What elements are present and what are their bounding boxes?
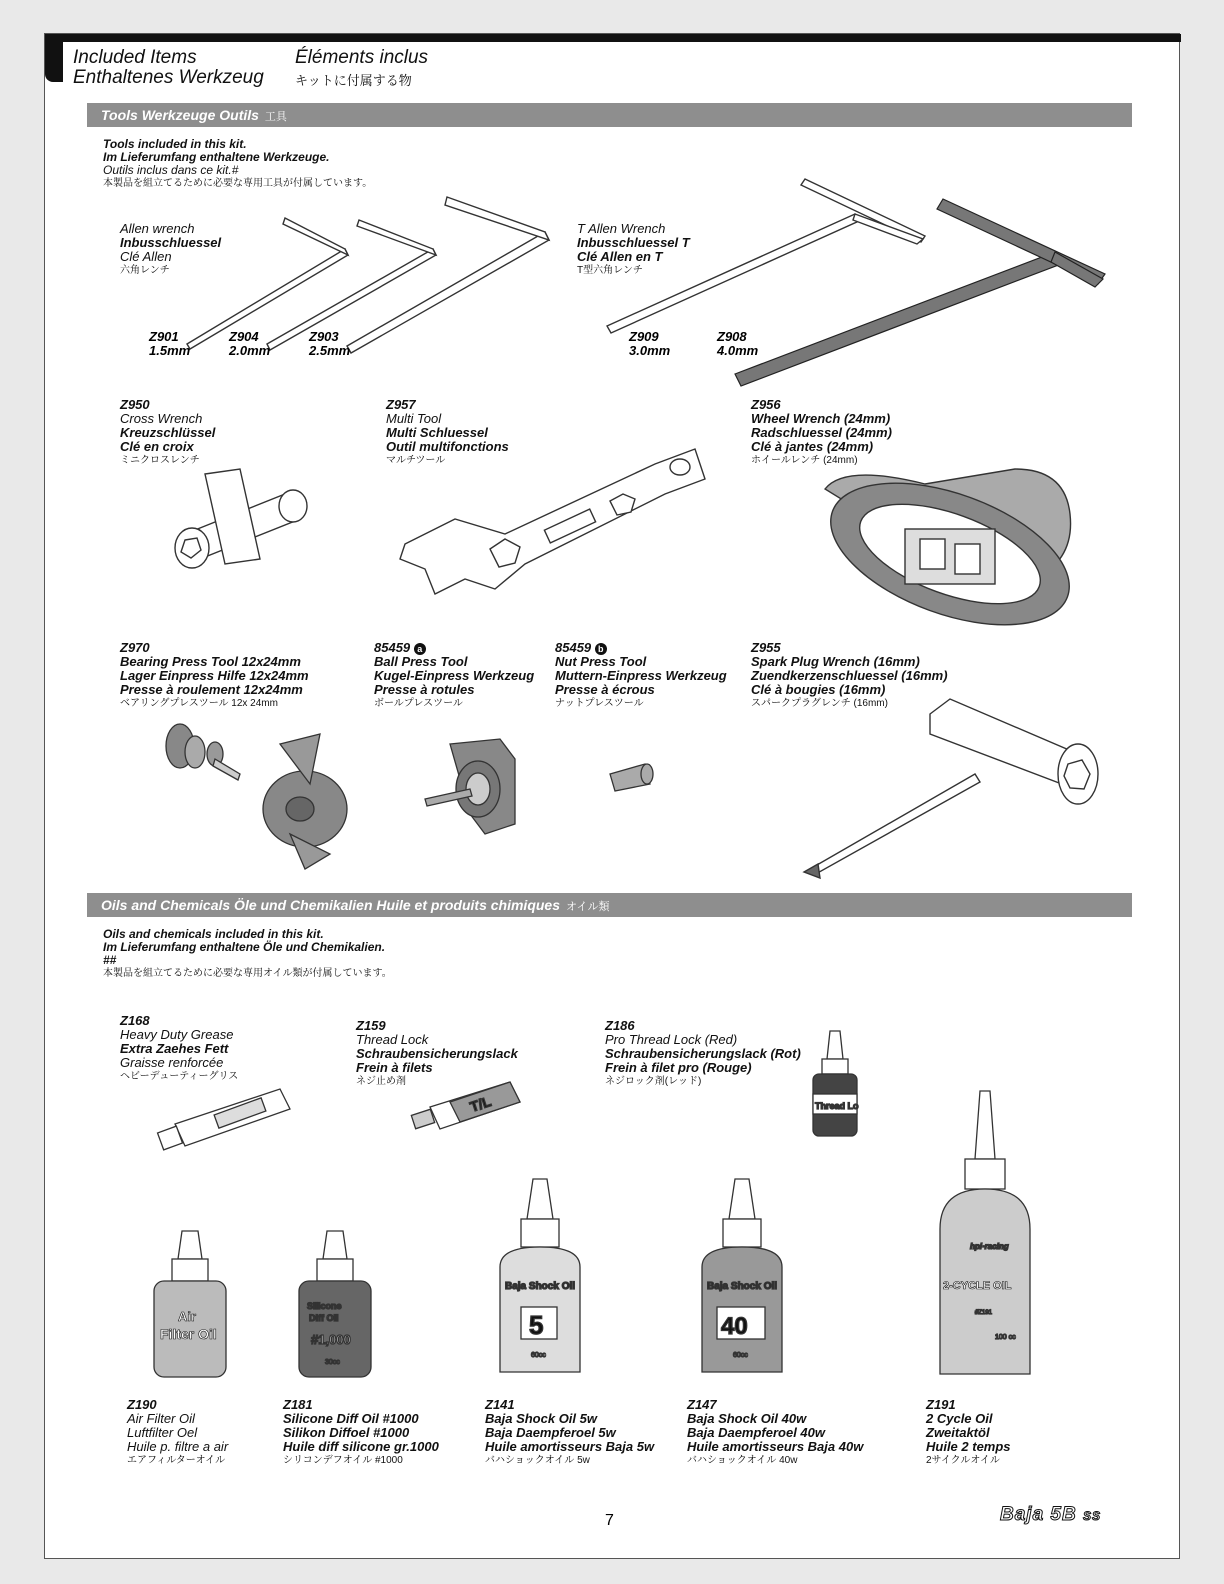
title-ja: キットに付属する物: [295, 73, 412, 88]
allen-ja: 六角レンチ: [120, 265, 170, 276]
2-cycle-bottle-brand: hpi·racing: [970, 1242, 1009, 1251]
ball-press-tool-illustration: [420, 734, 540, 844]
z181-ja: シリコンデフオイル #1000: [283, 1455, 403, 1466]
pro-thread-lock-bottle-illustration: [805, 1029, 865, 1139]
z970-label: [120, 641, 309, 711]
z181-code: Z181: [283, 1397, 313, 1412]
z190-fr: Huile p. filtre a air: [127, 1439, 229, 1454]
header-tab: [45, 42, 63, 82]
z141-de: Baja Daempferoel 5w: [485, 1425, 616, 1440]
baja-shock-oil-5w-bottle-illustration: [495, 1177, 585, 1377]
z147-code: Z147: [687, 1397, 717, 1412]
tallen-fr: Clé Allen en T: [577, 249, 663, 264]
allen-item-1-code: Z901: [149, 329, 179, 344]
oils-bar-title-ja: オイル類: [566, 901, 610, 913]
multi-tool-illustration: [395, 439, 715, 609]
diff-oil-bottle-volume: 30cc: [325, 1359, 340, 1366]
z955-de: Zuendkerzenschluessel (16mm): [751, 668, 948, 683]
z970-code: Z970: [120, 640, 150, 655]
z147-en: Baja Shock Oil 40w: [687, 1411, 807, 1426]
z141-en: Baja Shock Oil 5w: [485, 1411, 597, 1426]
z955-code: Z955: [751, 640, 781, 655]
manual-page: [44, 33, 1180, 1559]
tools-bar-title: Tools Werkzeuge Outils: [101, 107, 259, 123]
z970-fr: Presse à roulement 12x24mm: [120, 682, 303, 697]
z957-fr: Outil multifonctions: [386, 439, 509, 454]
tallen-item-2-code: Z908: [717, 329, 747, 344]
z159-en: Thread Lock: [356, 1032, 429, 1047]
2-cycle-bottle-volume: 100 cc: [995, 1334, 1016, 1341]
z190-label: [127, 1398, 228, 1468]
85459a-label: [374, 641, 534, 711]
z950-label: [120, 398, 215, 468]
t-allen-wrench-illustration: [605, 174, 1115, 384]
z147-label: [687, 1398, 863, 1468]
z956-en: Wheel Wrench (24mm): [751, 411, 891, 426]
z190-de: Luftfilter Oel: [127, 1425, 198, 1440]
z159-de: Schraubensicherungslack: [356, 1046, 518, 1061]
z190-en: Air Filter Oil: [127, 1411, 195, 1426]
85459a-de: Kugel-Einpress Werkzeug: [374, 668, 535, 683]
allen-item-2-code: Z904: [229, 329, 259, 344]
85459b-ja: ナットプレスツール: [555, 698, 644, 709]
z191-label: [926, 1398, 1011, 1468]
allen-en: Allen wrench: [120, 221, 195, 236]
tools-section-bar: [87, 103, 1132, 127]
allen-item-1-size: 1.5mm: [149, 343, 191, 358]
air-filter-bottle-text-1: Air: [178, 1309, 197, 1324]
z147-ja: バハショックオイル 40w: [687, 1455, 798, 1466]
85459b-en: Nut Press Tool: [555, 654, 647, 669]
tallen-ja: T型六角レンチ: [577, 265, 643, 276]
z956-fr: Clé à jantes (24mm): [751, 439, 874, 454]
tools-intro-ja: 本製品を組立てるために必要な専用工具が付属しています。: [103, 178, 373, 189]
z970-en: Bearing Press Tool 12x24mm: [120, 654, 301, 669]
85459a-mark: a: [414, 643, 426, 655]
oils-intro-fr: ##: [103, 953, 117, 967]
z956-ja: ホイールレンチ (24mm): [751, 455, 858, 466]
2-cycle-oil-bottle-illustration: [935, 1089, 1035, 1379]
z190-ja: エアフィルターオイル: [127, 1455, 226, 1466]
z186-de: Schraubensicherungslack (Rot): [605, 1046, 801, 1061]
logo-main: Baja 5B: [1000, 1504, 1077, 1525]
z181-de: Silikon Diffoel #1000: [283, 1425, 410, 1440]
oils-intro-en: Oils and chemicals included in this kit.: [103, 927, 324, 941]
tallen-item-1-size: 3.0mm: [629, 343, 671, 358]
allen-de: Inbusschluessel: [120, 235, 222, 250]
85459b-code: 85459: [555, 640, 592, 655]
z159-fr: Frein à filets: [356, 1060, 433, 1075]
page-number: 7: [605, 1512, 614, 1529]
wheel-wrench-illustration: [815, 459, 1085, 629]
2-cycle-bottle-text: 2-CYCLE OIL: [943, 1280, 1012, 1292]
diff-oil-bottle-number: #1,000: [311, 1332, 351, 1347]
oils-section-bar: [87, 893, 1132, 917]
grease-tube-illustration: [155, 1084, 305, 1159]
allen-item-1: [149, 330, 190, 358]
z191-fr: Huile 2 temps: [926, 1439, 1011, 1454]
z191-de: Zweitaktöl: [926, 1425, 990, 1440]
z186-ja: ネジロック剤(レッド): [605, 1076, 702, 1087]
spark-plug-wrench-illustration: [800, 694, 1100, 894]
z159-ja: ネジ止め剤: [356, 1076, 406, 1087]
z950-ja: ミニクロスレンチ: [120, 455, 200, 466]
z186-code: Z186: [605, 1018, 635, 1033]
nut-press-tool-illustration: [605, 759, 665, 799]
shock-40w-bottle-number: 40: [721, 1313, 748, 1340]
85459a-code: 85459: [374, 640, 411, 655]
baja-shock-oil-40w-bottle-illustration: [697, 1177, 787, 1377]
cross-wrench-illustration: [165, 464, 325, 584]
silicone-diff-oil-bottle-illustration: [295, 1229, 375, 1379]
z955-en: Spark Plug Wrench (16mm): [751, 654, 920, 669]
air-filter-oil-bottle-illustration: [150, 1229, 230, 1379]
z141-code: Z141: [485, 1397, 515, 1412]
allen-fr: Clé Allen: [120, 249, 172, 264]
z168-de: Extra Zaehes Fett: [120, 1041, 229, 1056]
z191-code: Z191: [926, 1397, 956, 1412]
z191-ja: 2サイクルオイル: [926, 1455, 1000, 1466]
shock-5w-bottle-number: 5: [529, 1310, 544, 1340]
shock-40w-bottle-volume: 60cc: [733, 1352, 748, 1359]
85459b-label: [555, 641, 727, 711]
85459a-ja: ボールプレスツール: [374, 698, 463, 709]
z147-fr: Huile amortisseurs Baja 40w: [687, 1439, 864, 1454]
title-de: Enthaltenes Werkzeug: [73, 67, 264, 88]
diff-oil-bottle-text-2: Diff Oil: [309, 1313, 339, 1323]
air-filter-bottle-text-2: Filter Oil: [160, 1326, 217, 1342]
z956-de: Radschluessel (24mm): [751, 425, 892, 440]
oils-intro: [103, 928, 392, 980]
z186-en: Pro Thread Lock (Red): [605, 1032, 738, 1047]
z141-label: [485, 1398, 654, 1468]
z181-en: Silicone Diff Oil #1000: [283, 1411, 419, 1426]
z957-en: Multi Tool: [386, 411, 442, 426]
allen-item-2-size: 2.0mm: [229, 343, 271, 358]
shock-5w-bottle-volume: 60cc: [531, 1352, 546, 1359]
pro-thread-lock-bottle-text: Thread Lo: [815, 1101, 859, 1111]
z950-code: Z950: [120, 397, 150, 412]
z159-code: Z159: [356, 1018, 386, 1033]
tools-intro-de: Im Lieferumfang enthaltene Werkzeuge.: [103, 150, 330, 164]
2-cycle-bottle-code: #Z191: [975, 1310, 993, 1316]
z168-code: Z168: [120, 1013, 150, 1028]
z955-fr: Clé à bougies (16mm): [751, 682, 886, 697]
bearing-press-tool-illustration: [160, 704, 340, 874]
z950-en: Cross Wrench: [120, 411, 203, 426]
thread-lock-tube-text: T/L: [467, 1093, 493, 1115]
thread-lock-tube-illustration: [410, 1077, 530, 1137]
shock-40w-bottle-text: Baja Shock Oil: [707, 1281, 778, 1292]
baja-logo: [1000, 1504, 1101, 1526]
tallen-en: T Allen Wrench: [577, 221, 666, 236]
oils-intro-de: Im Lieferumfang enthaltene Öle und Chemikalien.: [103, 940, 386, 954]
z191-en: 2 Cycle Oil: [926, 1411, 993, 1426]
tallen-item-1: [629, 330, 670, 358]
z181-fr: Huile diff silicone gr.1000: [283, 1439, 439, 1454]
tools-bar-title-ja: 工具: [264, 111, 287, 123]
z970-ja: ベアリングプレスツール 12x 24mm: [120, 698, 278, 709]
85459b-fr: Presse à écrous: [555, 682, 655, 697]
tallen-item-1-code: Z909: [629, 329, 659, 344]
allen-item-2: [229, 330, 270, 358]
z168-en: Heavy Duty Grease: [120, 1027, 234, 1042]
shock-5w-bottle-text: Baja Shock Oil: [505, 1281, 576, 1292]
oils-bar-title: Oils and Chemicals Öle und Chemikalien Huile et produits chimiques: [101, 897, 560, 913]
tools-intro-fr: Outils inclus dans ce kit.#: [103, 163, 239, 177]
allen-item-3: [309, 330, 350, 358]
tools-intro: [103, 138, 372, 190]
z956-label: [751, 398, 892, 468]
85459a-en: Ball Press Tool: [374, 654, 468, 669]
z147-de: Baja Daempferoel 40w: [687, 1425, 826, 1440]
tools-intro-en: Tools included in this kit.: [103, 137, 247, 151]
z190-code: Z190: [127, 1397, 157, 1412]
logo-ss: SS: [1082, 1509, 1101, 1523]
85459b-mark: b: [595, 643, 607, 655]
z181-label: [283, 1398, 439, 1468]
title-en: Included Items: [73, 47, 197, 68]
z956-code: Z956: [751, 397, 781, 412]
allen-item-3-code: Z903: [309, 329, 339, 344]
z957-de: Multi Schluessel: [386, 425, 488, 440]
z957-ja: マルチツール: [386, 455, 446, 466]
tallen-item-2-size: 4.0mm: [717, 343, 759, 358]
z186-fr: Frein à filet pro (Rouge): [605, 1060, 752, 1075]
z168-label: [120, 1014, 238, 1084]
z955-ja: スパークプラグレンチ (16mm): [751, 698, 888, 709]
z950-de: Kreuzschlüssel: [120, 425, 216, 440]
85459b-de: Muttern-Einpress Werkzeug: [555, 668, 727, 683]
title-fr: Éléments inclus: [295, 47, 429, 68]
z141-fr: Huile amortisseurs Baja 5w: [485, 1439, 655, 1454]
85459a-fr: Presse à rotules: [374, 682, 475, 697]
z957-code: Z957: [386, 397, 416, 412]
allen-item-3-size: 2.5mm: [309, 343, 351, 358]
diff-oil-bottle-text-1: Silicone: [307, 1301, 342, 1311]
z141-ja: バハショックオイル 5w: [485, 1455, 590, 1466]
z168-fr: Graisse renforcée: [120, 1055, 224, 1070]
z950-fr: Clé en croix: [120, 439, 194, 454]
oils-intro-ja: 本製品を組立てるために必要な専用オイル類が付属しています。: [103, 968, 392, 979]
tallen-de: Inbusschluessel T: [577, 235, 690, 250]
z168-ja: ヘビーデューティーグリス: [120, 1071, 239, 1082]
tallen-item-2: [717, 330, 758, 358]
z186-label: [605, 1019, 801, 1089]
header-rule: [45, 34, 1181, 42]
z970-de: Lager Einpress Hilfe 12x24mm: [120, 668, 309, 683]
